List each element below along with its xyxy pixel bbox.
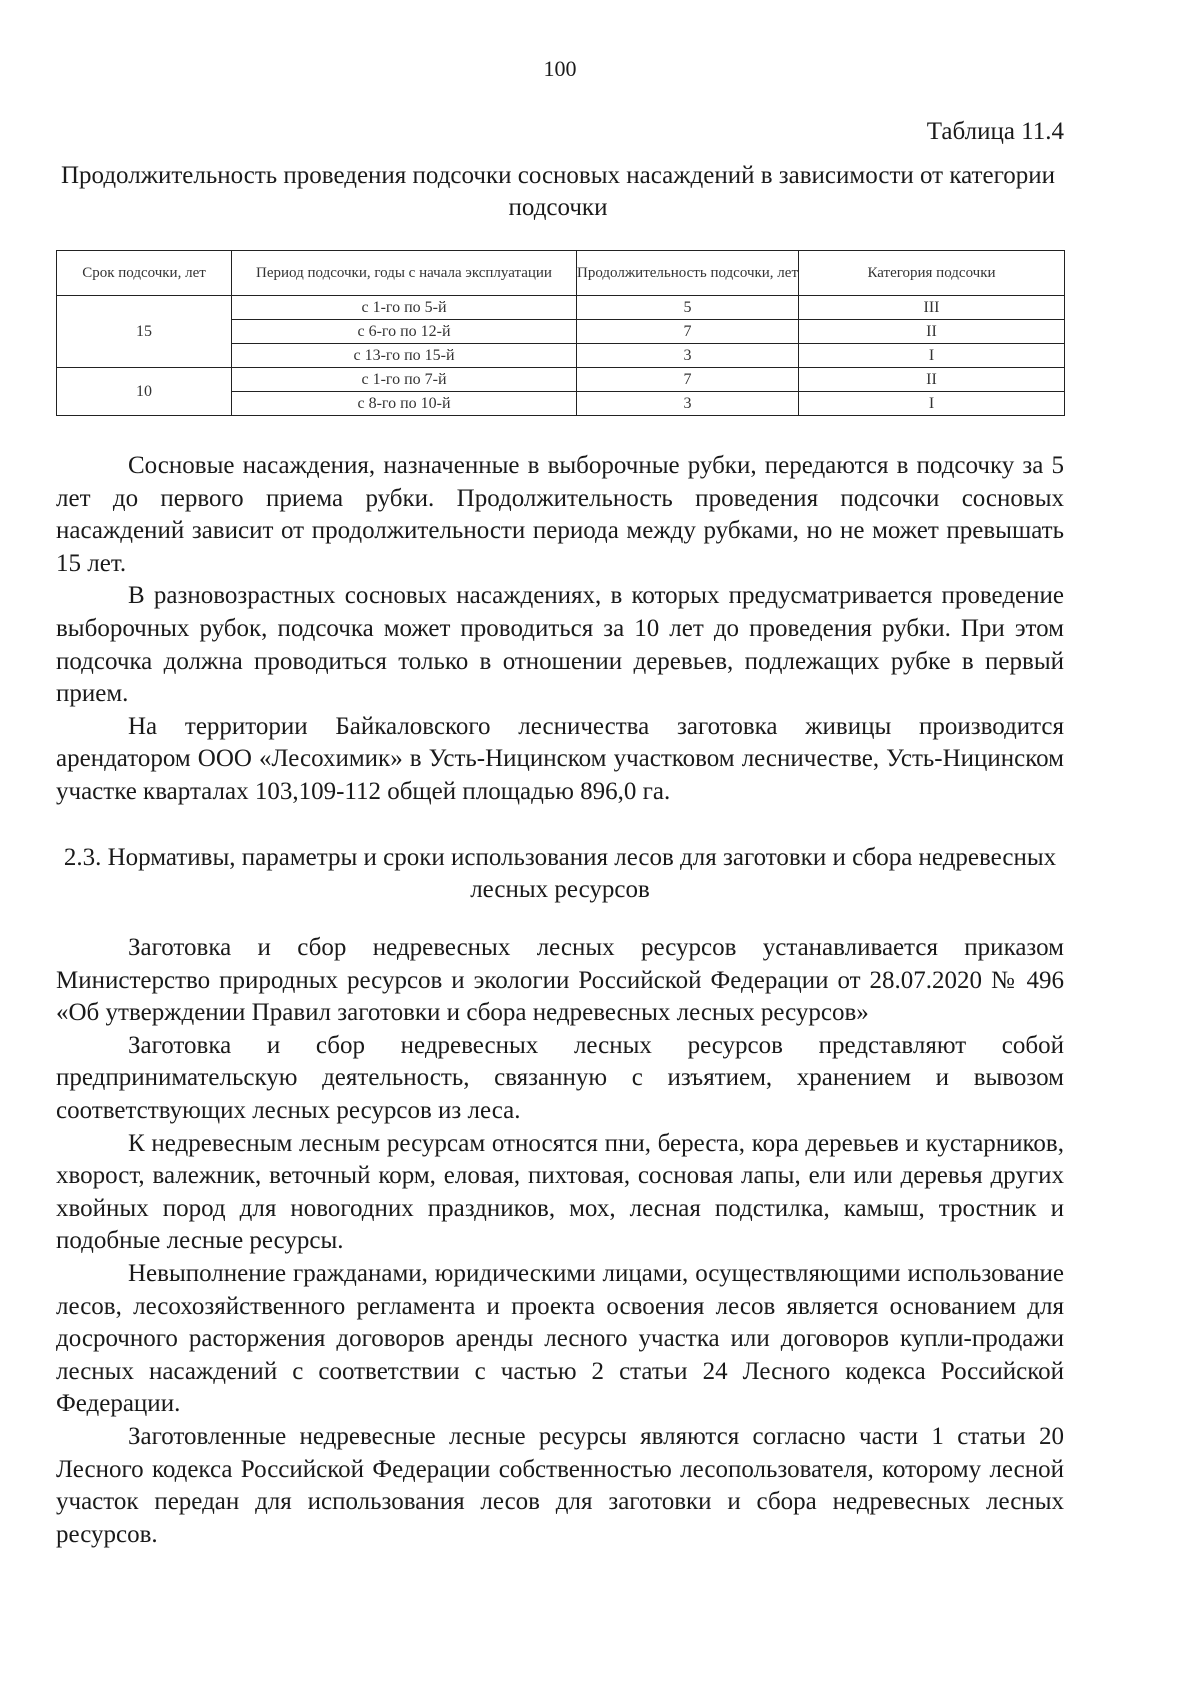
period-cell: с 1-го по 7-й: [232, 368, 577, 392]
term-cell: 15: [57, 296, 232, 368]
paragraph: Заготовка и сбор недревесных лесных ресурсов устанавливается приказом Министерство природных ресурсов и экологии Российской Федерации от 28.07.2020 № 496 «Об утверждении Правил заготовки и сбора недревесных лесных ресурсов»: [56, 934, 1064, 1027]
section-heading: 2.3. Нормативы, параметры и сроки использования лесов для заготовки и сбора недревесных лесных ресурсов: [63, 844, 1057, 903]
duration-cell: 3: [577, 344, 799, 368]
body-text-bottom: [56, 932, 1064, 1551]
table-header-row: [57, 251, 1065, 296]
duration-cell: 3: [577, 392, 799, 416]
category-cell: II: [799, 368, 1065, 392]
header-duration: Продолжительность подсочки, лет: [577, 251, 799, 296]
paragraph: Заготовленные недревесные лесные ресурсы являются согласно части 1 статьи 20 Лесного кодекса Российской Федерации собственностью лесопользователя, которому лесной участок передан для использования лесов для заготовки и сбора недревесных лесных ресурсов.: [56, 1422, 1064, 1548]
paragraph: В разновозрастных сосновых насаждениях, в которых предусматривается проведение выборочных рубок, подсочка может проводиться за 10 лет до проведения рубки. При этом подсочка должна проводиться только в отношении деревьев, подлежащих рубке в первый прием.: [56, 582, 1064, 708]
paragraph: Сосновые насаждения, назначенные в выборочные рубки, передаются в подсочку за 5 лет до первого приема рубки. Продолжительность проведения подсочки сосновых насаждений зависит от продолжительности периода между рубками, но не может превышать 15 лет.: [56, 452, 1064, 577]
tapping-duration-table: [56, 250, 1065, 416]
paragraph: На территории Байкаловского лесничества заготовка живицы производится арендатором ООО «Лесохимик» в Усть-Ницинском участковом лесничестве, Усть-Ницинском участке кварталах 103,109-112 общей площадью 896,0 га.: [56, 712, 1064, 805]
header-period: Период подсочки, годы с начала эксплуатации: [232, 251, 577, 296]
paragraph: Невыполнение гражданами, юридическими лицами, осуществляющими использование лесов, лесохозяйственного регламента и проекта освоения лесов является основанием для досрочного расторжения договоров аренды лесного участка или договоров купли-продажи лесных насаждений с соответствии с частью 2 статьи 24 Лесного кодекса Российской Федерации.: [56, 1259, 1064, 1418]
page-number: 100: [543, 56, 577, 81]
category-cell: II: [799, 320, 1065, 344]
header-category: Категория подсочки: [799, 251, 1065, 296]
period-cell: с 6-го по 12-й: [232, 320, 577, 344]
period-cell: с 13-го по 15-й: [232, 344, 577, 368]
duration-cell: 7: [577, 368, 799, 392]
category-cell: I: [799, 392, 1065, 416]
duration-cell: 5: [577, 296, 799, 320]
table-title: Продолжительность проведения подсочки сосновых насаждений в зависимости от категории подсочки: [61, 162, 1055, 221]
paragraph: К недревесным лесным ресурсам относятся пни, береста, кора деревьев и кустарников, хворост, валежник, веточный корм, еловая, пихтовая, сосновая лапы, ели или деревья других хвойных пород для новогодних праздников, мох, лесная подстилка, камыш, тростник и подобные лесные ресурсы.: [56, 1129, 1064, 1255]
period-cell: с 8-го по 10-й: [232, 392, 577, 416]
table-row: [57, 296, 1065, 320]
paragraph: Заготовка и сбор недревесных лесных ресурсов представляют собой предпринимательскую деятельность, связанную с изъятием, хранением и вывозом соответствующих лесных ресурсов из леса.: [56, 1031, 1064, 1124]
table-row: [57, 368, 1065, 392]
duration-cell: 7: [577, 320, 799, 344]
category-cell: III: [799, 296, 1065, 320]
term-cell: 10: [57, 368, 232, 416]
body-text-top: [56, 450, 1064, 809]
period-cell: с 1-го по 5-й: [232, 296, 577, 320]
header-term: Срок подсочки, лет: [57, 251, 232, 296]
table-label: Таблица 11.4: [926, 118, 1064, 145]
category-cell: I: [799, 344, 1065, 368]
